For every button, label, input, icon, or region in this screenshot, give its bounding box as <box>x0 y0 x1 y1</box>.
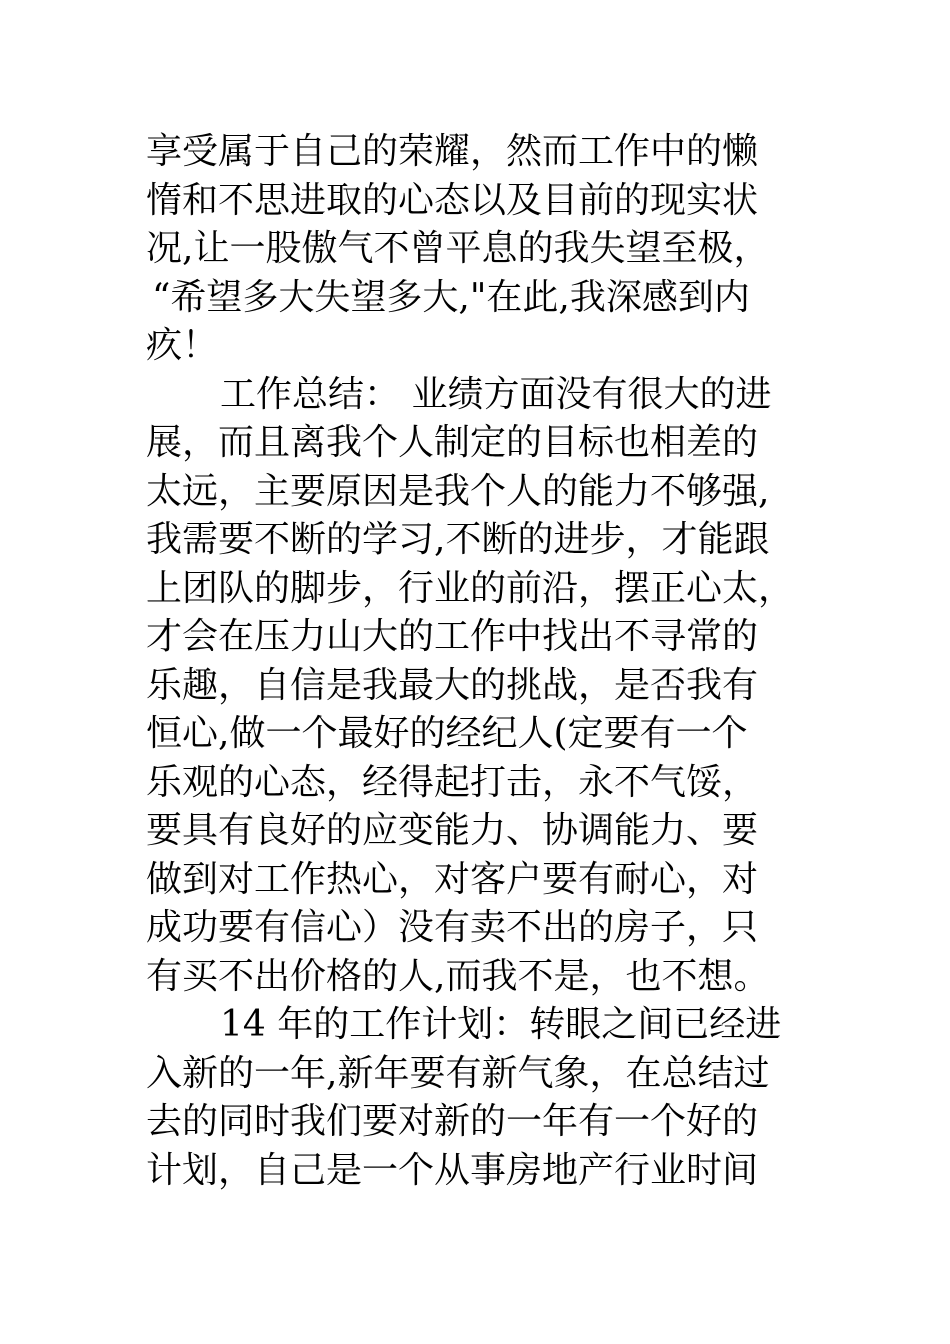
text-line: 才会在压力山大的工作中找出不寻常的 <box>146 616 759 657</box>
text-line: 展，而且离我个人制定的目标也相差的 <box>146 422 759 463</box>
body-text <box>146 128 826 1195</box>
text-line: “希望多大失望多大,"在此,我深感到内 <box>152 276 750 318</box>
text-line: 疚！ <box>146 325 219 366</box>
text-line: 恒心,做一个最好的经纪人(定要有一个 <box>146 713 748 754</box>
text-line: 要具有良好的应变能力、协调能力、要 <box>146 810 759 851</box>
paragraph-start-line: 工作总结： 业绩方面没有很大的进 <box>220 373 772 415</box>
text-line: 有买不出价格的人,而我不是，也不想。 <box>146 955 770 997</box>
text-line: 况,让一股傲气不曾平息的我失望至极， <box>146 228 770 269</box>
text-line: 入新的一年,新年要有新气象，在总结过 <box>146 1052 770 1094</box>
text-line: 做到对工作热心，对客户要有耐心，对 <box>146 858 759 900</box>
text-line: 成功要有信心）没有卖不出的房子，只 <box>146 907 759 948</box>
text-line: 乐观的心态，经得起打击，永不气馁， <box>146 761 759 803</box>
text-line: 惰和不思进取的心态以及目前的现实状 <box>146 179 759 221</box>
text-line: 计划，自己是一个从事房地产行业时间 <box>146 1149 759 1191</box>
text-line: 上团队的脚步，行业的前沿，摆正心太， <box>146 567 795 609</box>
text-line: 乐趣，自信是我最大的挑战，是否我有 <box>146 664 759 706</box>
text-line: 我需要不断的学习,不断的进步，才能跟 <box>146 519 770 560</box>
text-line: 享受属于自己的荣耀，然而工作中的懒 <box>146 131 759 172</box>
text-line: 太远，主要原因是我个人的能力不够强, <box>146 470 770 512</box>
paragraph-start-line: 14 年的工作计划：转眼之间已经进 <box>220 1004 782 1045</box>
text-line: 去的同时我们要对新的一年有一个好的 <box>146 1101 759 1142</box>
